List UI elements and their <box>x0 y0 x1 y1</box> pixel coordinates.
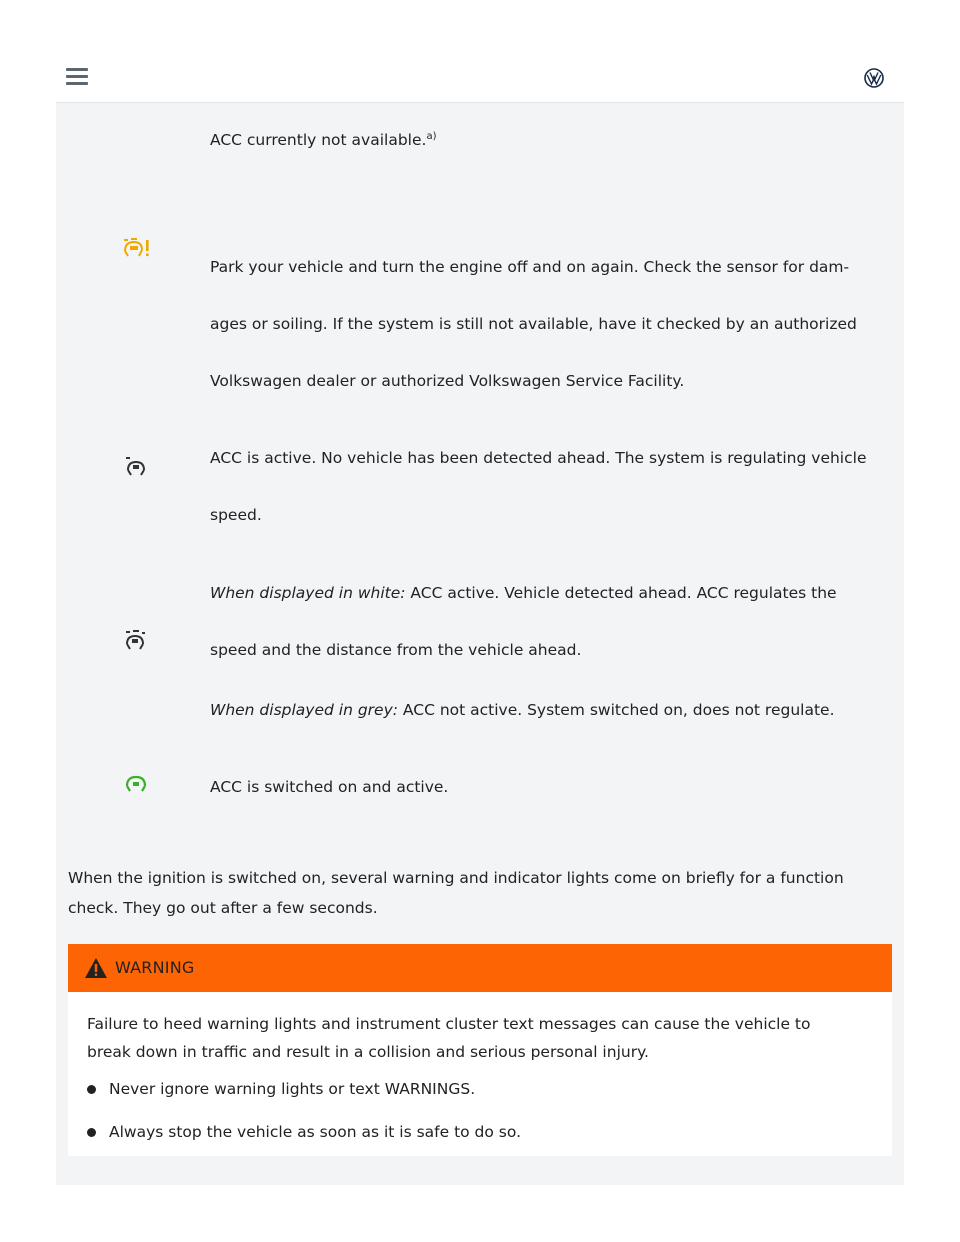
grey-label: When displayed in grey: <box>210 701 398 719</box>
ignition-paragraph: When the ignition is switched on, several warning and indicator lights come on briefly for a function check. They go out after a few seconds. <box>68 869 844 917</box>
hamburger-menu-icon[interactable] <box>66 68 88 86</box>
acc-active-no-vehicle-icon <box>123 455 149 477</box>
acc-switched-on-icon <box>124 774 148 794</box>
warning-triangle-icon <box>84 957 108 979</box>
top-bar <box>56 50 904 103</box>
warning-text: Failure to heed warning lights and instrument cluster text messages can cause the vehicle to break down in traffic and result in a collision and serious personal injury. <box>87 1015 811 1061</box>
vw-logo-icon[interactable] <box>864 68 884 88</box>
white-label: When displayed in white: <box>210 584 406 602</box>
bullet-dot-icon <box>87 1085 96 1094</box>
acc-unavailable-instructions: Park your vehicle and turn the engine off and on again. Check the sensor for dam- ages or soiling. If the system is still not available, have it checked by an authorized Volkswagen dealer or authorized Volkswagen Service Facility. <box>210 258 857 390</box>
warning-box: WARNING Failure to heed warning lights and instrument cluster text messages can cause the vehicle to break down in traffic and result in a collision and serious personal injury. Never ignore warning lights or text WARNINGS. Always stop the vehicle as soon as it is safe to do so. <box>68 944 892 1156</box>
acc-switched-on-text: ACC is switched on and active. <box>210 778 449 796</box>
acc-active-no-vehicle-text: ACC is active. No vehicle has been detected ahead. The system is regulating vehicle speed. <box>210 449 867 524</box>
warning-header <box>68 944 892 992</box>
acc-vehicle-detected-icon <box>123 629 149 651</box>
warning-title: WARNING <box>115 958 195 977</box>
acc-unavailable-warning-icon <box>122 237 152 259</box>
bullet-dot-icon <box>87 1128 96 1137</box>
acc-grey-display-text: When displayed in grey: ACC not active. System switched on, does not regulate. <box>210 701 835 719</box>
acc-unavailable-title: ACC currently not available.$^{a)}$ <box>210 131 437 150</box>
content-panel <box>56 103 904 1185</box>
acc-white-display-text: When displayed in white: ACC active. Vehicle detected ahead. ACC regulates the speed and the distance from the vehicle ahead. <box>210 584 837 659</box>
